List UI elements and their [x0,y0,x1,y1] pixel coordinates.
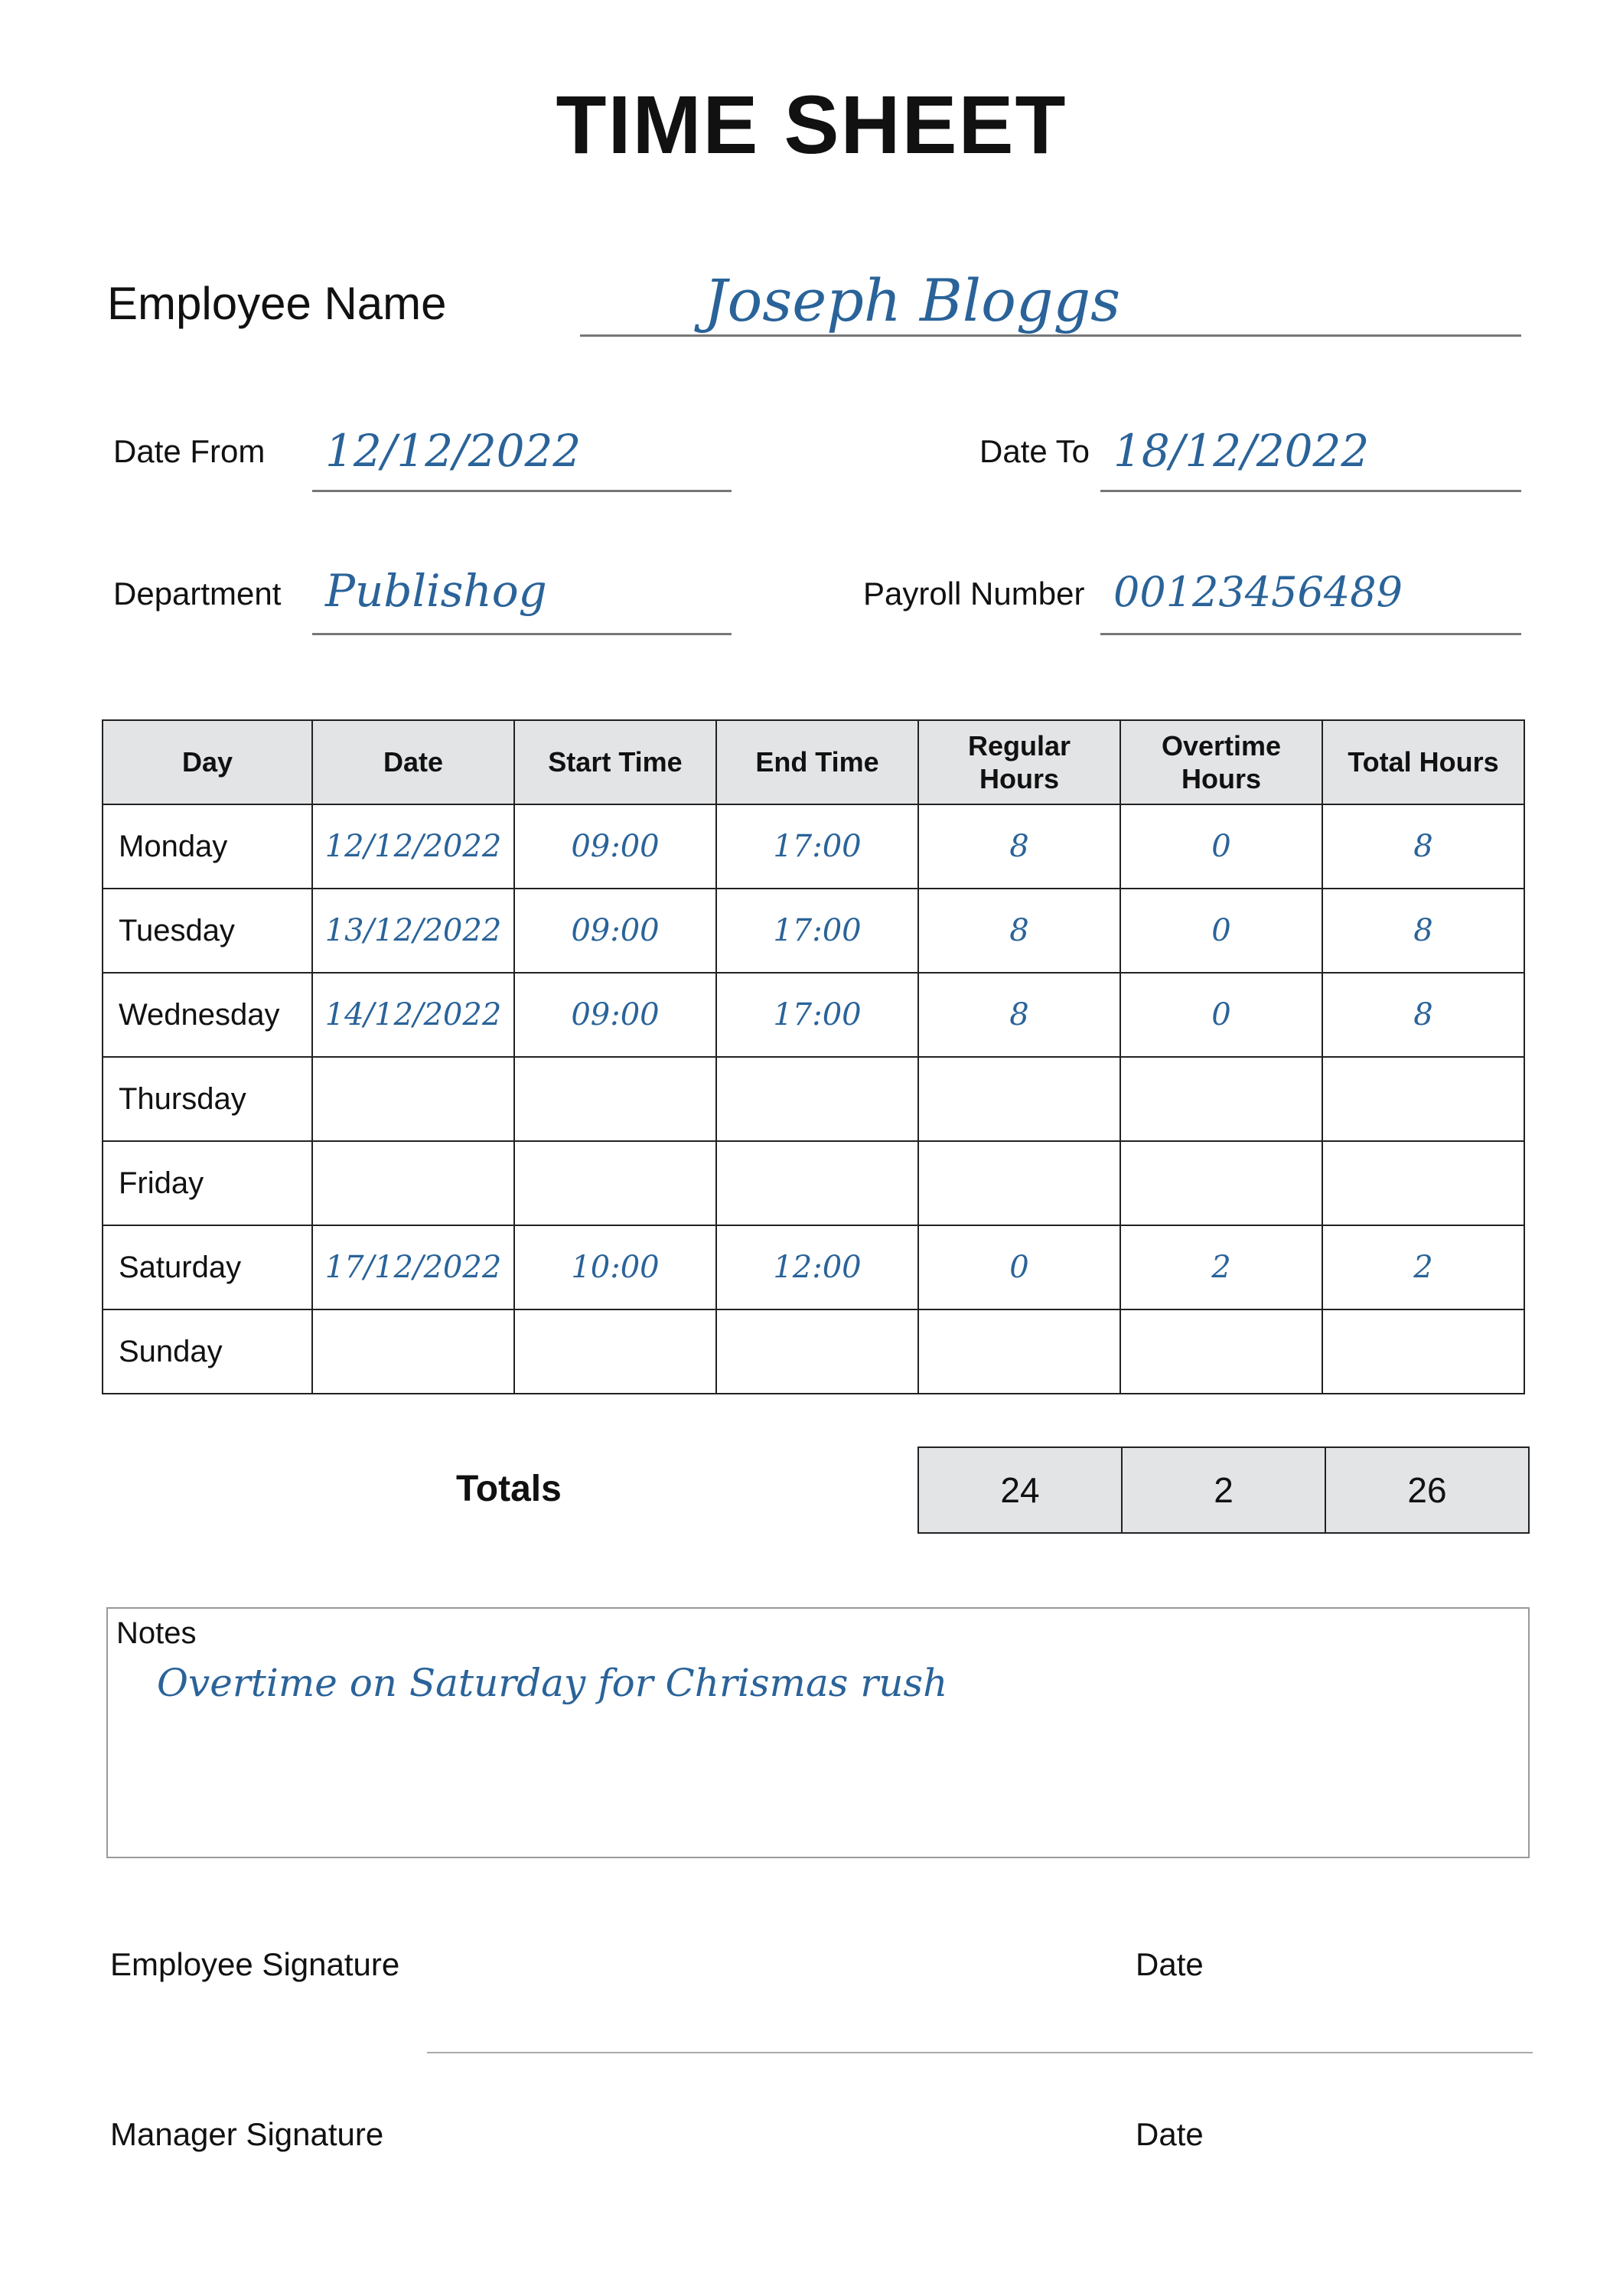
cell-regular-hours[interactable]: 8 [918,973,1120,1057]
cell-total-hours[interactable] [1322,1309,1524,1394]
date-to-value[interactable]: 18/12/2022 [1113,425,1370,477]
employee-signature-label: Employee Signature [110,1946,400,1982]
cell-overtime-hours[interactable] [1120,1057,1322,1141]
cell-start-time[interactable]: 10:00 [514,1225,716,1309]
column-header-total-hours: Total Hours [1322,720,1524,804]
cell-day: Thursday [103,1057,312,1141]
manager-signature-label: Manager Signature [110,2116,384,2152]
department-value[interactable]: Publishog [325,565,547,617]
cell-start-time[interactable] [514,1309,716,1394]
cell-total-hours[interactable]: 8 [1322,889,1524,973]
cell-end-time[interactable]: 17:00 [716,889,918,973]
manager-signature-date-label: Date [1136,2116,1204,2152]
cell-regular-hours[interactable] [918,1309,1120,1394]
date-to-line [1100,490,1521,492]
cell-total-hours[interactable] [1322,1141,1524,1225]
cell-overtime-hours[interactable] [1120,1309,1322,1394]
date-from-line [312,490,732,492]
cell-overtime-hours[interactable]: 0 [1120,973,1322,1057]
cell-date[interactable]: 12/12/2022 [312,804,514,889]
column-header-start-time: Start Time [514,720,716,804]
date-from-value[interactable]: 12/12/2022 [325,425,582,477]
cell-date[interactable]: 13/12/2022 [312,889,514,973]
cell-end-time[interactable]: 17:00 [716,973,918,1057]
notes-box[interactable] [106,1607,1530,1858]
payroll-number-label: Payroll Number [863,576,1085,612]
column-header-regular-hours-text: Regular Hours [967,729,1071,794]
cell-end-time[interactable]: 12:00 [716,1225,918,1309]
cell-end-time[interactable]: 17:00 [716,804,918,889]
cell-day: Tuesday [103,889,312,973]
cell-date[interactable] [312,1141,514,1225]
cell-total-hours[interactable]: 8 [1322,973,1524,1057]
cell-regular-hours[interactable] [918,1057,1120,1141]
table-row [103,1141,1524,1225]
column-header-overtime-hours-text: Overtime Hours [1161,729,1282,794]
employee-name-label: Employee Name [107,278,447,329]
table-row [103,804,1524,889]
column-header-date: Date [312,720,514,804]
cell-day: Saturday [103,1225,312,1309]
cell-total-hours[interactable] [1322,1057,1524,1141]
notes-label: Notes [116,1616,197,1650]
cell-start-time[interactable]: 09:00 [514,889,716,973]
cell-start-time[interactable] [514,1057,716,1141]
cell-end-time[interactable] [716,1309,918,1394]
cell-overtime-hours[interactable] [1120,1141,1322,1225]
notes-value[interactable]: Overtime on Saturday for Chrismas rush [157,1661,948,1705]
employee-name-line [580,334,1521,337]
column-header-end-time: End Time [716,720,918,804]
cell-end-time[interactable] [716,1057,918,1141]
cell-start-time[interactable]: 09:00 [514,804,716,889]
cell-regular-hours[interactable]: 8 [918,889,1120,973]
totals-label: Totals [456,1469,562,1509]
cell-total-hours[interactable]: 8 [1322,804,1524,889]
column-header-day: Day [103,720,312,804]
cell-date[interactable] [312,1057,514,1141]
payroll-number-line [1100,633,1521,635]
column-header-overtime-hours [1120,720,1322,804]
table-header-row [103,720,1524,804]
cell-overtime-hours[interactable]: 0 [1120,889,1322,973]
table-row [103,1225,1524,1309]
totals-row [918,1447,1529,1533]
cell-date[interactable]: 17/12/2022 [312,1225,514,1309]
cell-date[interactable] [312,1309,514,1394]
department-line [312,633,732,635]
employee-name-value[interactable]: Joseph Bloggs [704,266,1121,334]
date-from-label: Date From [113,433,266,469]
totals-table [917,1446,1530,1534]
cell-total-hours[interactable]: 2 [1322,1225,1524,1309]
cell-start-time[interactable] [514,1141,716,1225]
cell-day: Monday [103,804,312,889]
cell-overtime-hours[interactable]: 0 [1120,804,1322,889]
cell-overtime-hours[interactable]: 2 [1120,1225,1322,1309]
column-header-regular-hours [918,720,1120,804]
cell-date[interactable]: 14/12/2022 [312,973,514,1057]
payroll-number-value[interactable]: 00123456489 [1113,568,1403,616]
employee-signature-date-label: Date [1136,1946,1204,1982]
total-hours: 26 [1325,1447,1529,1533]
cell-day: Sunday [103,1309,312,1394]
cell-end-time[interactable] [716,1141,918,1225]
date-to-label: Date To [979,433,1090,469]
employee-signature-line[interactable] [427,2052,1533,2053]
cell-day: Wednesday [103,973,312,1057]
total-regular-hours: 24 [918,1447,1122,1533]
cell-regular-hours[interactable] [918,1141,1120,1225]
cell-start-time[interactable]: 09:00 [514,973,716,1057]
table-row [103,1309,1524,1394]
table-row [103,1057,1524,1141]
time-table [102,719,1525,1394]
cell-regular-hours[interactable]: 0 [918,1225,1120,1309]
cell-regular-hours[interactable]: 8 [918,804,1120,889]
table-row [103,973,1524,1057]
cell-day: Friday [103,1141,312,1225]
department-label: Department [113,576,282,612]
page-title: TIME SHEET [556,78,1067,171]
table-row [103,889,1524,973]
total-overtime-hours: 2 [1122,1447,1325,1533]
